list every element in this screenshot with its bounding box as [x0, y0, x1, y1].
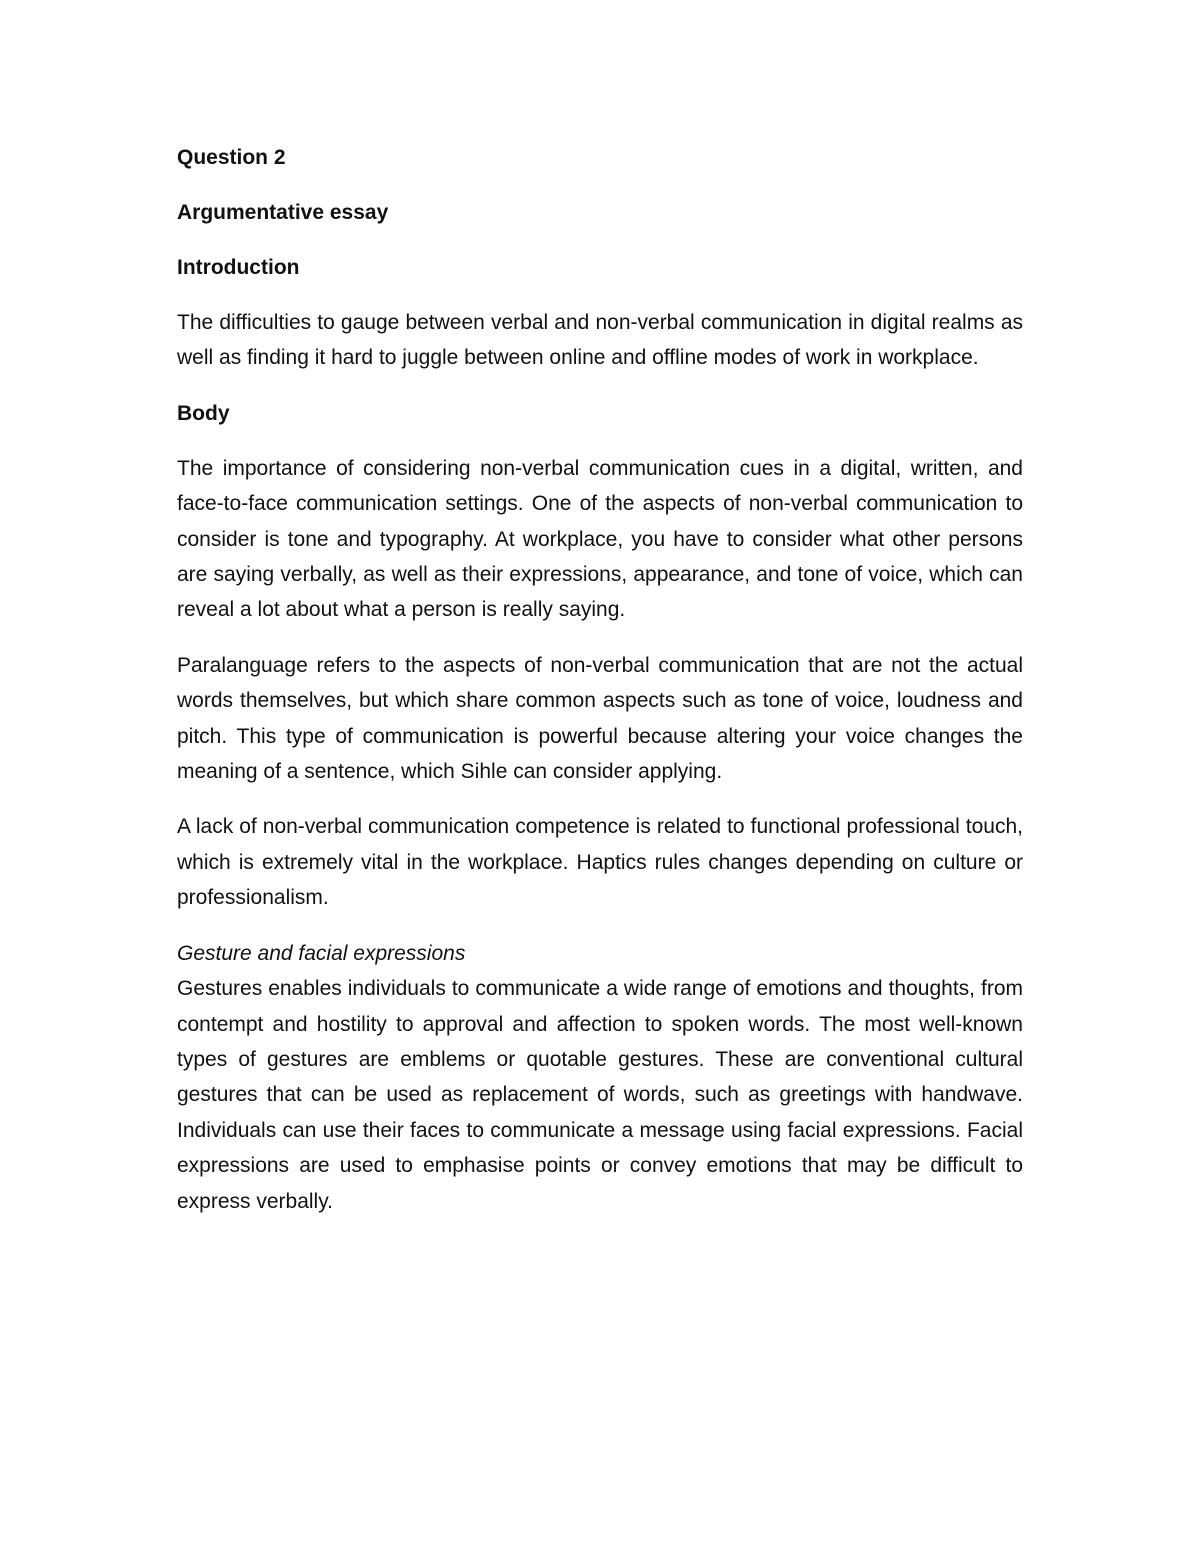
introduction-paragraph: The difficulties to gauge between verbal and non-verbal communication in digital realms as well as finding it hard to juggle between online and offline modes of work in workplace. — [177, 311, 1023, 370]
essay-type-heading: Argumentative essay — [177, 201, 389, 224]
body-paragraph-3: A lack of non-verbal communication competence is related to functional professional touch, which is extremely vital in the workplace. Haptics rules changes depending on culture or professionalism. — [177, 815, 1023, 910]
body-paragraph-1: The importance of considering non-verbal communication cues in a digital, written, and face-to-face communication settings. One of the aspects of non-verbal communication to consider is tone and typography. At workplace, you have to consider what other persons are saying verbally, as well as their expressions, appearance, and tone of voice, which can reveal a lot about what a person is really saying. — [177, 456, 1023, 622]
body-heading: Body — [177, 401, 230, 425]
document-page — [177, 140, 1023, 1239]
gesture-paragraph: Gestures enables individuals to communicate a wide range of emotions and thoughts, from contempt and hostility to approval and affection to spoken words. The most well-known types of gestures are emblems or quotable gestures. These are conventional cultural gestures that can be used as replacement of words, such as greetings with handwave. Individuals can use their faces to communicate a message using facial expressions. Facial expressions are used to emphasise points or convey emotions that may be difficult to express verbally. — [177, 977, 1023, 1213]
gesture-subheading: Gesture and facial expressions — [177, 941, 466, 965]
question-heading: Question 2 — [177, 146, 286, 169]
introduction-heading: Introduction — [177, 256, 300, 279]
body-paragraph-2: Paralanguage refers to the aspects of non-verbal communication that are not the actual words themselves, but which share common aspects such as tone of voice, loudness and pitch. This type of communication is powerful because altering your voice changes the meaning of a sentence, which Sihle can consider applying. — [177, 653, 1023, 784]
